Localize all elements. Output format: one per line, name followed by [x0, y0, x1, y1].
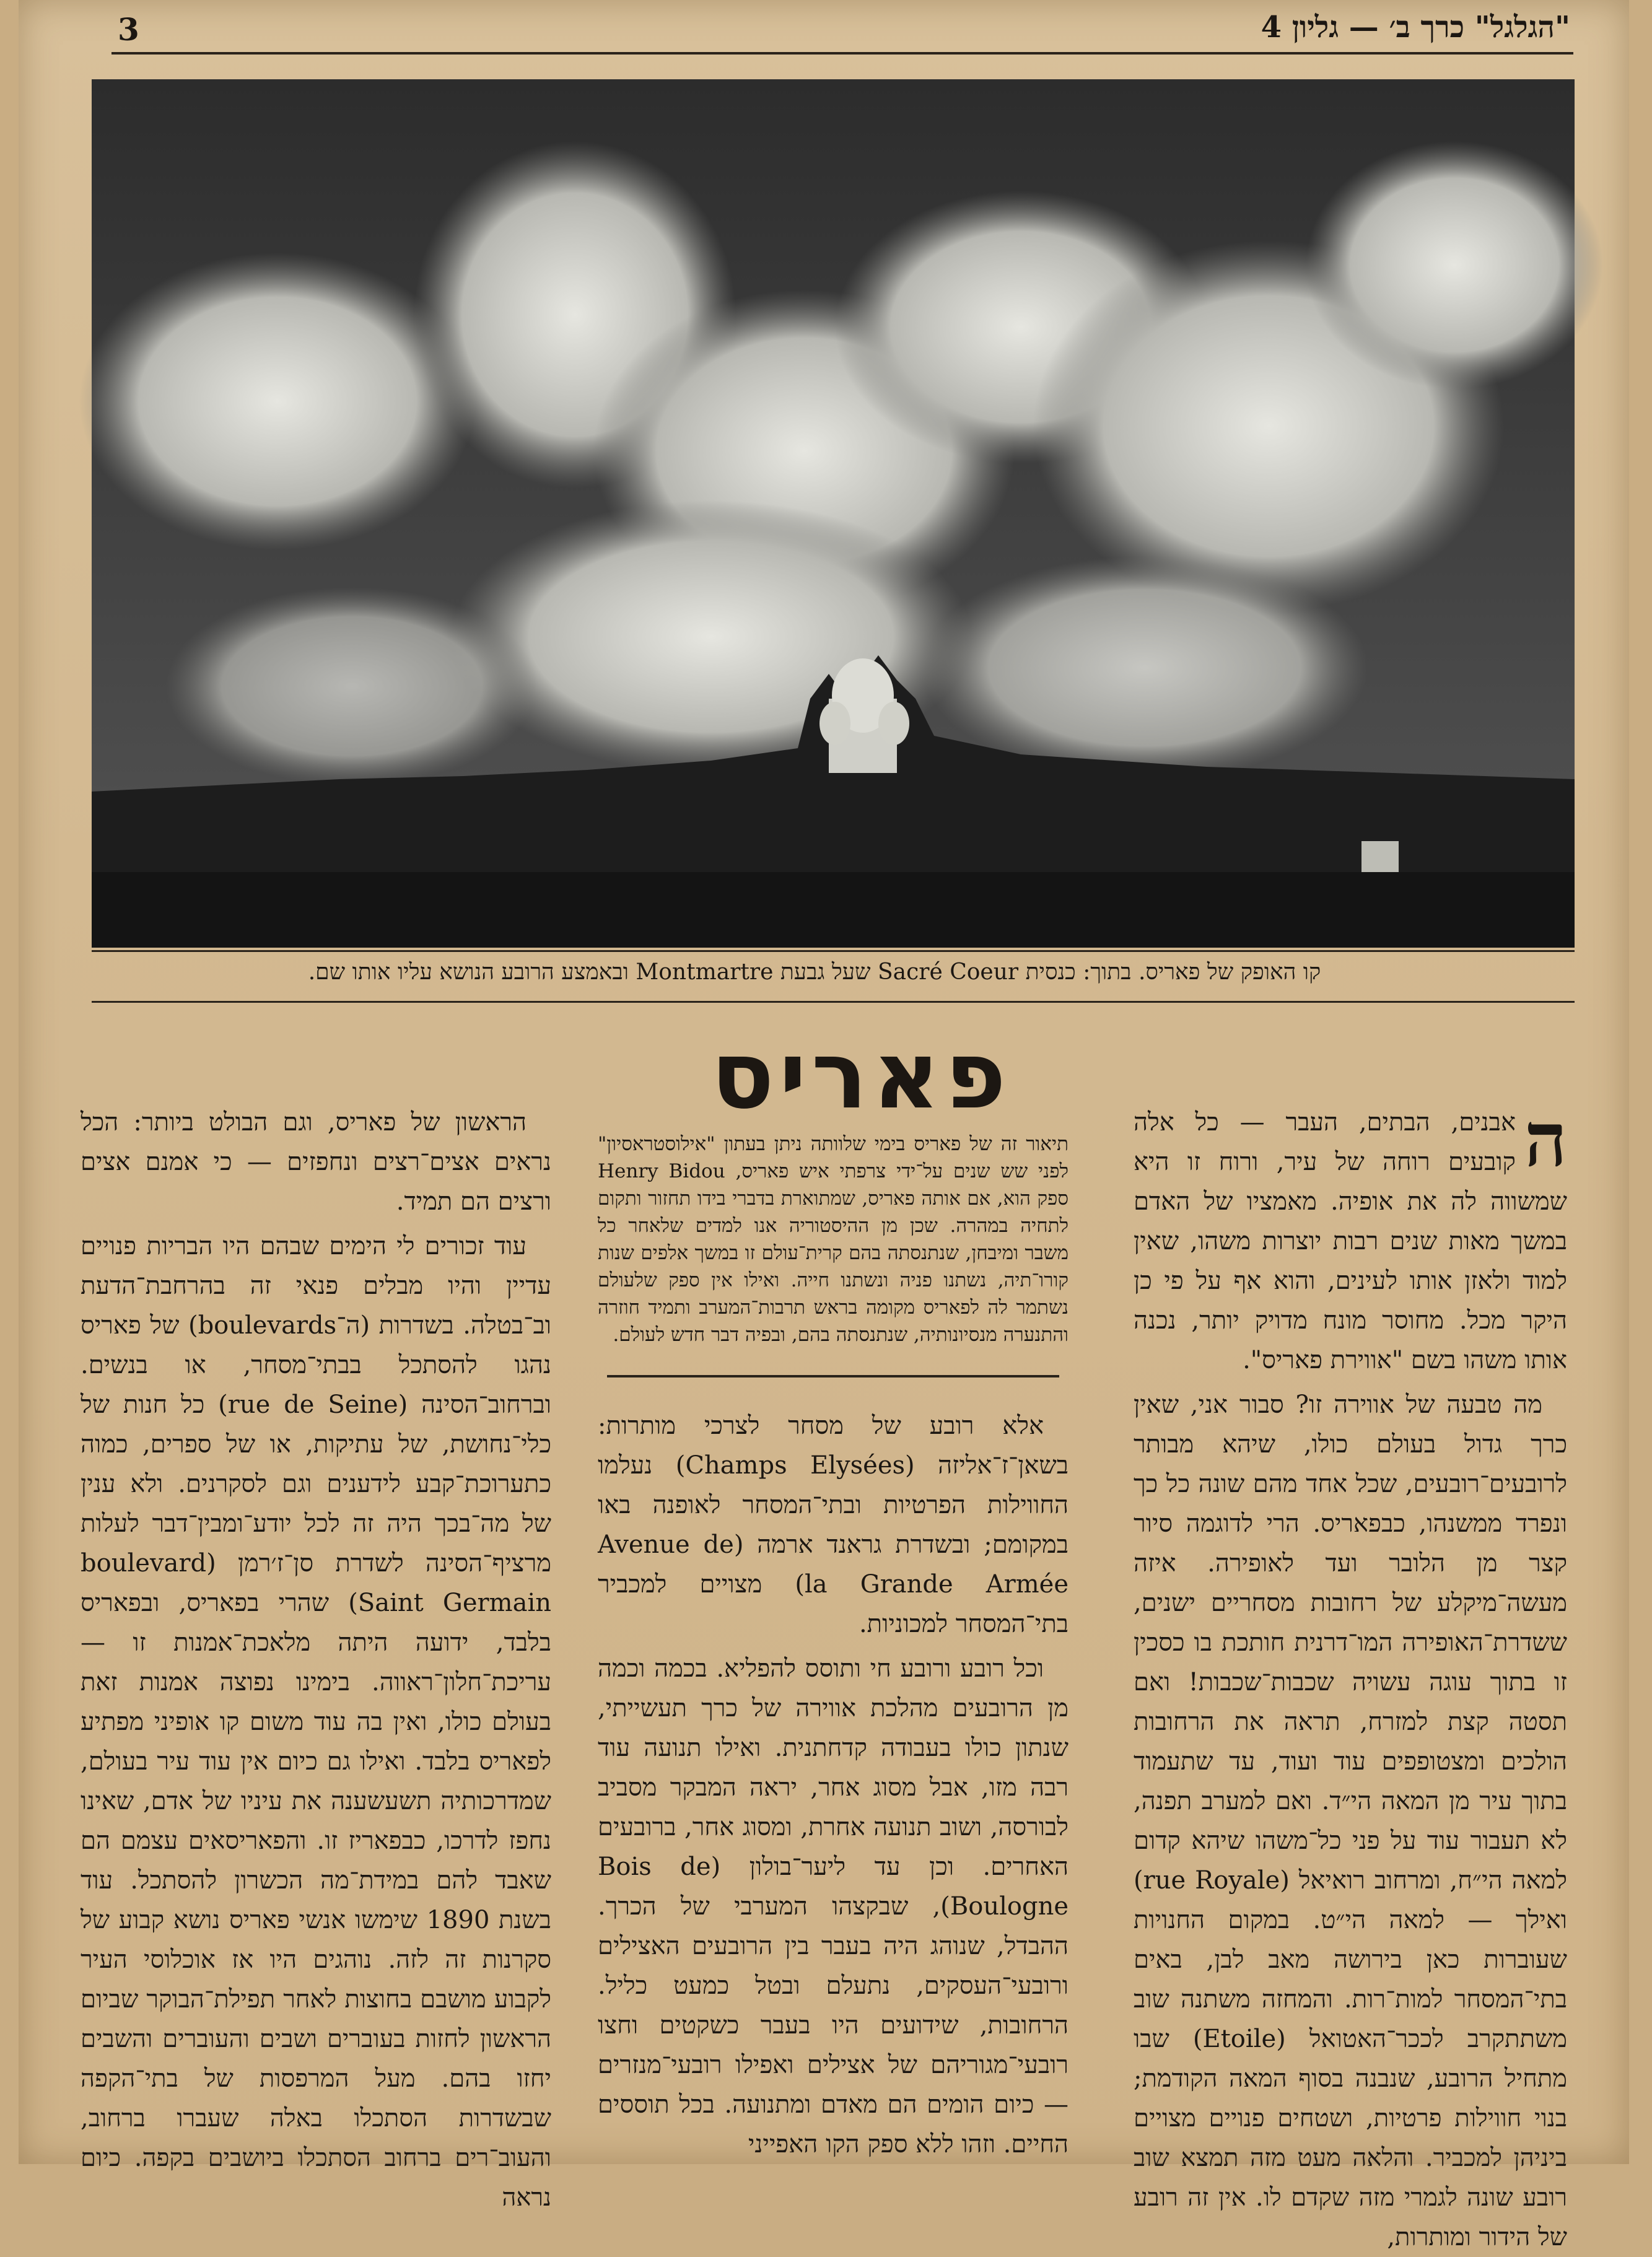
paragraph: עוד זכורים לי הימים שבהם היו הבריות פנויים עדיין והיו מבלים פנאי זה בהרחבת־הדעת וב־בטלה. בשדרות (ה־boulevards) של פאריס נהגו להסתכל בבתי־מסחר, או בנשים. וברחוב־הסינה (rue de Seine) כל חנות של כלי־נחושת, של עתיקות, או של ספרים, כמוה כתערוכת־קבע לידענים וגם לסקרנים. ולא ענין של מה־בכך היה זה לכל יודע־ומבין־דבר לעלות מרציף־הסינה לשדרת סן־ז׳רמן (boulevard Saint Germain) שהרי בפאריס, ובפאריס בלבד, ידועה היתה מלאכת־אמנות זו — עריכת־חלון־ראווה. בימינו נפוצה אמנות זאת בעולם כולו, ואין בה עוד משום קו אופיני מפתיע לפאריס בלבד. ואילו גם כיום אין עוד עיר בעולם, שמדרכותיה תשעשענה את עיניו של אדם, שאינו נחפז לדרכו, כבפאריז זו. והפאריסאים עצמם הם שאבד להם במידת־מה הכשרון להסתכל. עוד בשנת 1890 שימשו אנשי פאריס נושא קבוע של סקרנות זה לזה. נוהגים היו אז אוכלוסי העיר לקבוע מושבם בחוצות לאחר תפילת־הבוקר שביום הראשון לחזות בעוברים ושבים והעוברים והשבים יחזו בהם. מעל המרפסות של בתי־הקפה שבשדרות הסתכלו באלה שעברו ברחוב, והעוב־רים ברחוב הסתכלו ביושבים בקפה. כיום נראה	[81, 1232, 552, 2212]
article-intro: תיאור זה של פאריס בימי שלוותה ניתן בעתון "אילוסטראסיון" לפני שש שנים על־ידי צרפתי איש פאריס, Henry Bidou ספק הוא, אם אותה פאריס, שמתוארת בדברי בידו תחזור ותקום לתחיה במהרה. שכן מן ההיסטוריה אנו למדים שלאחר כל משבר ומיבחן, שנתנסתה בהם קרית־עולם זו במשך אלפים שנות קורו־תיה, נשתנו פניה ונשתנו חייה. ואילו אין ספק שלעולם נשתמר לה לפאריס מקומה בראש תרבות־המערב ותמיד חוזרה והתנערה מנסיונותיה, שנתנסתה בהם, ובפיה דבר חדש לעולם.	[598, 1133, 1069, 1346]
article-title: פאריס	[710, 1022, 1012, 1130]
column-right	[1134, 1096, 1568, 2251]
paragraph: וכל רובע ורובע חי ותוסס להפליא. בכמה וכמה מן הרובעים מהלכת אווירה של כרך תעשייתי, שנתון כולו בעבודה קדחתנית. ואילו תנועה עוד רבה מזו, אבל מסוג אחר, יראה המבקר מסביב לבורסה, ושוב תנועה אחרת, ומסוג אחר, ברובעים האחרים. וכן עד ליער־בולון (Bois de Boulogne), שבקצהו המערבי של הכרך. ההבדל, שנוהג היה בעבר בין הרובעים האצילים ורובעי־העסקים, נתעלם ובטל כמעט כליל. הרחובות, שידועים היו בעבר כשקטים וחצו רובעי־מגוריהם של אצילים ואפילו רובעי־מנזרים — כיום הומים הם מאדם ומתנועה. בכל תוססים החיים. וזהו ללא ספק הקו האפייני	[598, 1654, 1069, 2159]
intro-rule	[607, 1375, 1059, 1377]
paragraph: הראשון של פאריס, וגם הבולט ביותר: הכל נראים אצים־רצים ונחפזים — כי אמנם אצים ורצים הם תמיד.	[81, 1108, 551, 1216]
paragraph-text: אבנים, הבתים, העבר — כל אלה קובעים רוחה של עיר, ורוח זו היא שמשווה לה את אופיה. מאמציו של האדם במשך מאות שנים רבות יוצרות משהו, שאין למוד ולאזן אותו לעינים, והוא אף על פי כן היקר מכל. מחוסר מונח מדויק יותר, נכנה אותו משהו בשם "אווירת פאריס".	[1134, 1108, 1567, 1374]
column-middle	[598, 1406, 1069, 2159]
newspaper-page	[19, 0, 1629, 2251]
header-rule	[111, 52, 1573, 55]
photo-caption: קו האופק של פאריס. בתוך: כנסית Sacré Coeur שעל גבעת Montmartre ובאמצע הרובע הנושא עליו אותו שם.	[308, 959, 1321, 985]
paragraph: מה טבעה של אווירה זו? סבור אני, שאין כרך גדול בעולם כולו, שיהא מבותר לרובעים־רובעים, שכל אחד מהם שונה כל כך ונפרד ממשנהו, כבפאריס. הרי לדוגמה סיור קצר מן הלובר ועד לאופירה. איזה מעשה־מיקלע של רחובות מסחריים ישנים, ששדרת־האופירה המו־דרנית חותכת בו כסכין זו בתוך עוגה עשויה שכבות־שכבות! ואם תסטה קצת למזרח, תראה את הרחובות הולכים ומצטופפים עוד ועוד, עד שתעמוד בתוך עיר מן המאה הי״ד. ואם למערב תפנה, לא תעבור עוד על פני כל־משהו שיהא קדום למאה הי״ח, ומרחוב רואיאל (rue Royale) ואילך — למאה הי״ט. במקום החנויות שעוברות כאן בירושה מאב לבן, באים בתי־המסחר למות־רות. והמחזה משתנה שוב משתתקרב לככר־האטואל (Etoile) שבו מתחיל הרובע, שנבנה בסוף המאה הקודמת; בנוי חווילות פרטיות, ושטחים פנויים מצויים ביניהן למכביר. והלאה מעט מזה תמצא שוב רובע שונה לגמרי מזה שקדם לו. אין זה רובע של הידור ומותרות,	[1134, 1390, 1568, 2251]
photo-sacre-coeur-skyline-icon	[92, 79, 1575, 948]
page-number: 3	[118, 11, 139, 48]
paragraph: אלא רובע של מסחר לצרכי מותרות: בשאן־ז־אליזה (Champs Elysées) נעלמו החווילות הפרטיות ובתי־המסחר לאופנה באו במקומם; ובשדרת גראנד ארמה (Avenue de la Grande Armée) מצויים למכביר בתי־המסחר למכוניות.	[598, 1412, 1069, 1638]
running-head: "הגלגל" כרך ב׳ — גליון 4	[1261, 10, 1570, 45]
skyline-photo	[92, 79, 1575, 948]
caption-rule-bottom	[92, 1001, 1575, 1003]
paragraph	[1134, 1096, 1567, 1380]
column-left	[81, 1102, 552, 2212]
dropcap: ה	[1524, 1096, 1567, 1184]
caption-rule-top	[92, 950, 1575, 952]
